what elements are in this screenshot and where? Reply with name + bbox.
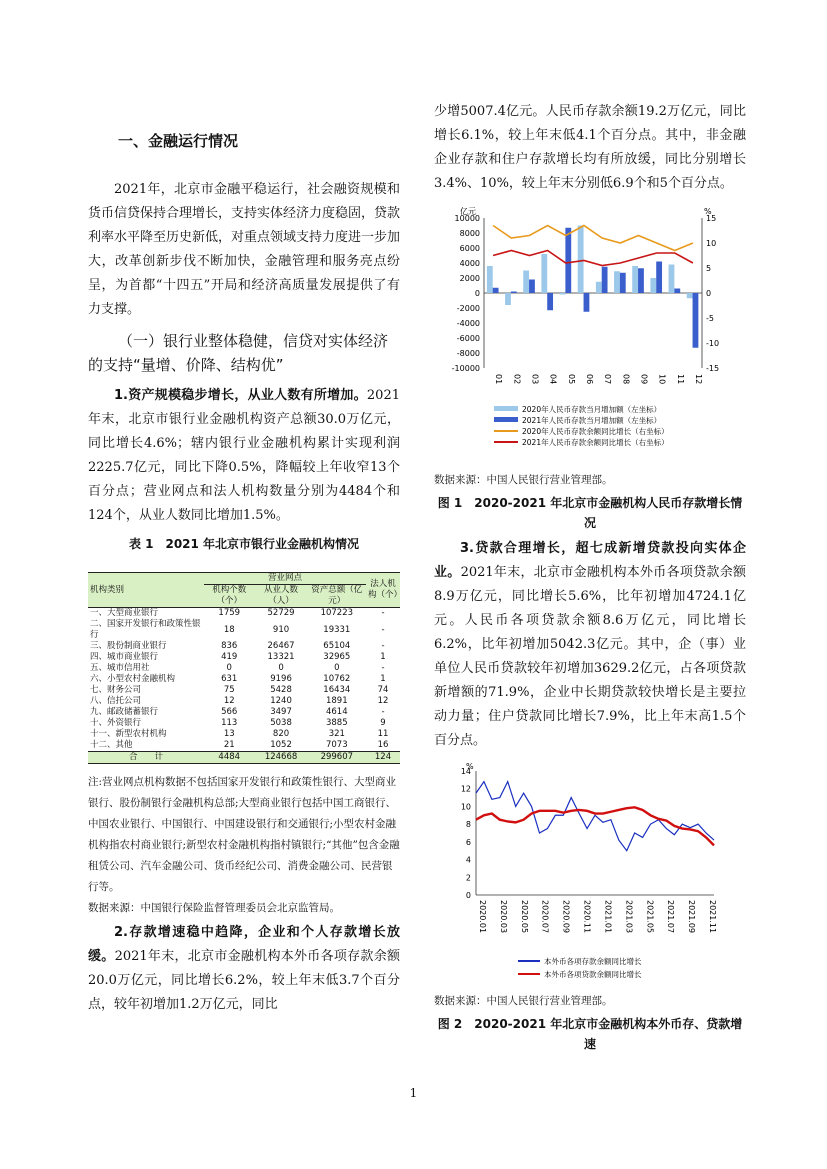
bar [511,292,517,294]
table-cell: 299607 [320,752,354,762]
table-body [88,608,400,752]
table-row [88,707,400,718]
table-cell: 52729 [267,608,295,618]
table-header-legal: 法人机构（个） [368,579,403,600]
y-tick-label: 8000 [459,229,480,238]
x-tick-label: 12 [693,374,703,385]
right-column [434,100,746,1054]
bar [523,271,529,294]
x-tick-label: 03 [530,374,540,385]
y-tick-label: -8000 [456,349,480,358]
paragraph-loans [434,537,746,753]
table-cell: 一、大型商业银行 [90,608,159,618]
table-cell: 0 [334,663,340,673]
table-cell: 566 [221,707,238,717]
bar [620,273,626,293]
y-tick-label: 0 [474,289,480,298]
y-tick-label: 6000 [459,244,480,253]
bar [602,267,608,293]
paragraph-loans-lead: 3.贷款合理增长，超七成新增贷款投向实体企业。 [434,541,746,580]
x-tick-label: 2021.07 [666,900,676,934]
table-cell: 12 [377,696,389,706]
y2-axis-label: % [704,207,712,216]
y-tick-label: 4 [465,855,471,865]
table-cell: 1240 [270,696,292,706]
bar [614,271,620,293]
paragraph-assets [88,384,400,528]
y-tick-label: 0 [465,891,471,900]
table-cell: 820 [272,729,290,739]
table-cell: 十二、其他 [90,740,133,750]
table-cell: 0 [278,663,284,673]
bar [560,293,566,295]
y-axis-label: % [466,762,474,771]
x-tick-label: 04 [548,374,558,385]
table-cell: 五、城市信用社 [90,663,150,673]
paragraph-loans-body: 2021年末，北京市金融机构本外币各项贷款余额8.9万亿元，同比增长5.6%，比年初增加4724.1亿元。人民币各项贷款余额8.6万亿元，同比增长6.2%，比年初增加5042.3亿元。其中，企（事）业单位人民币贷款较年初增加3629.2亿元，占各项贷款新增额的71.9%，企业中长期贷款较快增长是主要拉动力量；住户贷款同比增长7.9%，比上年末高1.5个百分点。 [434,565,746,748]
table-note: 注:营业网点机构数据不包括国家开发银行和政策性银行、大型商业银行、股份制银行金融机构总部;大型商业银行包括中国工商银行、中国农业银行、中国银行、中国建设银行和交通银行;小型农村金融机构指农村商业银行;新型农村金融机构指村镇银行;“其他”包含金融租赁公司、汽车金融公司、货币经纪公司、消费金融公司、民营银行等。 [88,776,400,893]
x-tick-label: 2021.11 [708,900,717,934]
table-cell: 1 [380,652,386,662]
bar [693,293,699,348]
table-cell: 5428 [270,685,292,695]
table-cell: 10762 [323,674,351,684]
x-tick-label: 2021.03 [624,900,634,934]
table-cell: 75 [223,685,235,695]
table-row [88,619,400,641]
legend-label: 2021年人民币存款余额同比增长（右坐标） [522,438,669,447]
table-cell: 21 [223,740,235,750]
page-number: 1 [409,1086,418,1100]
table-cell: 26467 [267,641,295,651]
legend-label: 2020年人民币存款当月增加额（左坐标） [522,405,662,414]
figure1-source: 数据来源：中国人民银行营业管理部。 [434,474,613,486]
deposit-growth-chart [434,202,746,470]
paragraph-deposits [88,921,400,1017]
table-cell: 107223 [320,608,354,618]
paragraph-deposits-lead: 2.存款增速稳中趋降，企业和个人存款增长放缓。 [88,925,400,964]
table-header-group: 营业网点 [204,573,366,585]
y-axis-label: 亿元 [460,207,476,216]
series-line [476,782,714,851]
legend-swatch [494,417,518,422]
y-tick-label: 10 [460,802,471,812]
table-row [88,740,400,752]
table-cell: 321 [328,729,345,739]
table-cell: 十一、新型农村机构 [90,729,167,739]
table-row [88,608,400,620]
bar [529,280,535,294]
legend-label: 2021年人民币存款当月增加额（左坐标） [522,416,662,425]
y-tick-label: 2 [465,873,471,883]
table-cell: 十、外资银行 [90,718,142,728]
x-tick-label: 2020.01 [478,900,487,934]
table-cell: 32965 [323,652,351,662]
x-tick-label: 01 [494,374,504,385]
bar [596,282,602,293]
table-row [88,674,400,685]
bar [578,226,584,294]
table-cell: 113 [221,718,238,728]
table-row [88,696,400,707]
y-tick-label: 14 [460,767,471,776]
y2-tick-label: 0 [706,289,712,298]
x-tick-label: 07 [603,374,613,385]
bar [584,293,590,312]
table-cell: 1052 [270,740,292,750]
table-cell: 9196 [270,674,292,684]
figure2-source: 数据来源：中国人民银行营业管理部。 [434,995,613,1007]
table-cell: 16434 [323,685,351,695]
y2-tick-label: 15 [706,214,717,223]
x-tick-label: 08 [621,374,631,385]
x-tick-label: 10 [657,374,667,385]
paragraph-assets-body: 2021年末，北京市银行业金融机构资产总额30.0万亿元，同比增长4.6%；辖内银行业金融机构累计实现利润2225.7亿元，同比下降0.5%，降幅较上年收窄13个百分点；营业网点和法人机构数量分别为4484个和124个，从业人数同比增加1.5%。 [88,388,400,523]
table-cell: 19331 [323,624,351,635]
figure2-caption: 图 2 2020-2021 年北京市金融机构本外币存、贷款增速 [437,1017,743,1051]
table-cell: 16 [377,740,389,750]
table-cell: 3885 [325,718,348,728]
y2-tick-label: 10 [706,239,717,248]
table-cell: 65104 [323,641,351,651]
table-header-assets: 资产总额（亿元） [311,585,363,606]
table-cell: 4614 [325,707,348,717]
table-source: 数据来源：中国银行保险监督管理委员会北京监管局。 [88,902,340,914]
table-cell: 0 [226,663,232,673]
bar [541,254,547,293]
table-row [88,641,400,652]
bar [650,278,656,293]
legend-label: 2020年人民币存款余额同比增长（右坐标） [522,427,669,436]
y2-tick-label: 5 [706,264,712,273]
paragraph-assets-lead: 1.资产规模稳步增长，从业人数有所增加。 [114,388,367,403]
y2-tick-label: -5 [706,314,714,323]
x-tick-label: 2020.03 [498,900,508,934]
y-tick-label: -6000 [456,334,480,343]
table-cell: 1891 [325,696,348,706]
bar [674,289,680,294]
table-cell: 三、股份制商业银行 [90,641,167,651]
bar [656,262,662,294]
table-row [88,718,400,729]
series-line [493,251,693,266]
x-tick-label: 2020.05 [519,900,529,934]
table-row [88,663,400,674]
table-cell: 124668 [264,752,298,762]
bar [487,266,493,293]
x-tick-label: 06 [584,374,594,385]
legend-label: 本外币各项贷款余额同比增长 [544,970,642,979]
table-cell: 910 [272,624,290,635]
bar [632,266,638,293]
table-cell: 二、国家开发银行和政策性银行 [90,619,201,640]
table-cell: 13 [223,729,235,739]
table-cell: 124 [374,752,392,762]
y-tick-label: 6 [465,837,471,847]
y2-tick-label: -10 [706,339,720,348]
intro-paragraph: 2021年，北京市金融平稳运行，社会融资规模和货币信贷保持合理增长，支持实体经济力度稳固，贷款利率水平降至历史新低，对重点领域支持力度进一步加大，改革创新步伐不断加快，金融管理和服务亮点纷呈，为首都“十四五”开局和经济高质量发展提供了有力支撑。 [88,182,401,317]
table-row [88,685,400,696]
y-tick-label: 12 [460,784,471,794]
y-tick-label: -10000 [451,364,480,373]
table-caption: 表 1 2021 年北京市银行业金融机构情况 [128,537,360,551]
table-cell: - [381,663,385,673]
x-tick-label: 05 [566,374,576,385]
series-line [493,226,693,251]
section-title: 一、金融运行情况 [118,132,239,150]
bar [687,293,693,298]
left-column [88,178,403,1017]
bar [565,228,571,293]
table-cell: 1759 [218,608,241,618]
y-tick-label: 10000 [454,214,480,223]
table-cell: 7073 [325,740,348,750]
table-header-count: 机构个数（个） [212,585,247,606]
table-cell: 13321 [267,652,295,662]
x-tick-label: 2020.11 [582,900,592,934]
bar [669,265,675,294]
table-cell: 5038 [270,718,292,728]
table-cell: 11 [377,729,389,739]
table-cell: - [381,641,385,651]
bar [638,268,644,293]
table-cell: 八、信托公司 [90,696,142,706]
table-cell: 九、邮政储蓄银行 [90,707,159,717]
table-cell: 四、城市商业银行 [90,652,159,662]
table-cell: 七、财务公司 [90,685,142,695]
table-row [88,729,400,740]
y-tick-label: 2000 [459,274,480,283]
legend-label: 本外币各项存款余额同比增长 [544,957,642,966]
table-cell: - [381,608,385,618]
paragraph-deposits-continued: 少增5007.4亿元。人民币存款余额19.2万亿元，同比增长6.1%，较上年末低4.1个百分点。其中，非金融企业存款和住户存款增长均有所放缓，同比分别增长3.4%、10%，较上年末分别低6.9个和5个百分点。 [434,104,746,191]
table-cell: 六、小型农村金融机构 [90,674,176,684]
table-cell: 836 [221,641,238,651]
y-tick-label: -4000 [456,319,480,328]
bar [493,288,499,293]
deposit-loan-growth-chart [434,759,746,991]
table-cell: 3497 [270,707,292,717]
x-tick-label: 02 [512,374,522,385]
x-tick-label: 2020.09 [561,900,571,934]
table-cell: 419 [221,652,238,662]
x-tick-label: 2021.09 [687,900,697,934]
figure1-caption: 图 1 2020-2021 年北京市金融机构人民币存款增长情况 [437,496,743,530]
table-cell: 1 [380,674,386,684]
table-cell: - [381,624,385,635]
x-tick-label: 2020.07 [540,900,550,934]
table-cell: 74 [377,685,389,695]
table-total-row [88,752,400,764]
x-tick-label: 2021.01 [603,900,613,934]
table-cell: 12 [223,696,235,706]
x-tick-label: 2021.05 [645,900,655,934]
y-tick-label: 8 [465,820,471,830]
table-cell: 4484 [218,752,241,762]
table-cell: - [381,707,385,717]
series-line [476,807,714,845]
x-tick-label: 11 [675,374,685,385]
y2-tick-label: -15 [706,364,720,373]
table-cell: 合 计 [128,752,163,762]
sub-heading: （一）银行业整体稳健，信贷对实体经济的支持“量增、价降、结构优” [88,332,389,374]
paragraph-deposits-body: 2021年末，北京市金融机构本外币各项存款余额20.0万亿元，同比增长6.2%，较上年末低3.7个百分点，较年初增加1.2万亿元，同比 [88,949,400,1012]
table-header-type: 机构类别 [90,584,125,595]
table-row [88,652,400,663]
bar [505,293,511,305]
y-tick-label: 4000 [459,259,480,268]
table-cell: 18 [223,624,235,635]
bar [547,293,553,310]
x-tick-label: 09 [639,374,649,385]
table-cell: 631 [221,674,238,684]
table-cell: 9 [380,718,386,728]
legend-swatch [494,406,518,411]
bank-institutions-table [88,572,403,764]
table-header-staff: 从业人数（人） [264,585,299,606]
y-tick-label: -2000 [456,304,480,313]
